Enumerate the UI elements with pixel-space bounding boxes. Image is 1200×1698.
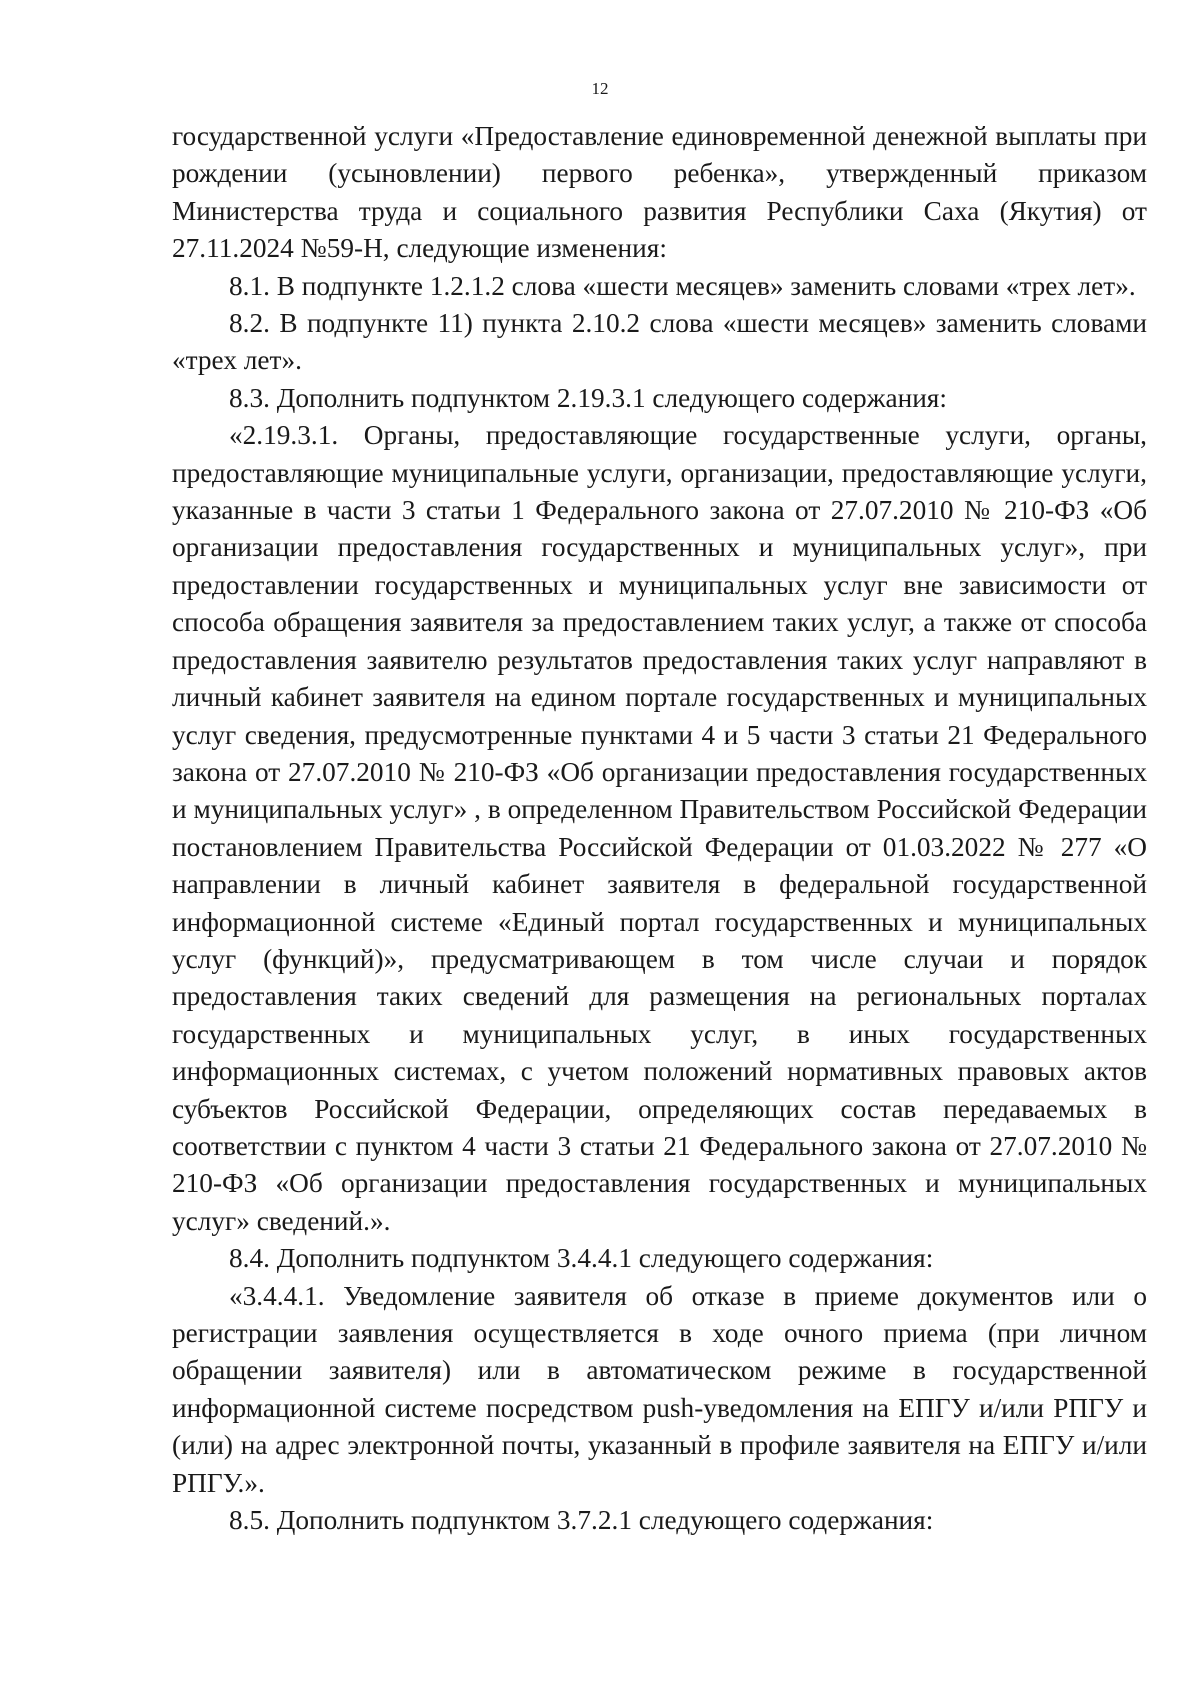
paragraph-8-1: 8.1. В подпункте 1.2.1.2 слова «шести месяцев» заменить словами «трех лет». (229, 270, 1136, 301)
paragraph-continuation: государственной услуги «Предоставление единовременной денежной выплаты при рождении (усыновлении) первого ребенка», утвержденный приказом Министерства труда и социального развития Республики Саха (Якутия) от 27.11.2024 №59-Н, следующие изменения: (172, 121, 1147, 264)
paragraph-2-19-3-1: «2.19.3.1. Органы, предоставляющие государственные услуги, органы, предоставляющие муниципальные услуги, организации, предоставляющие услуги, указанные в части 3 статьи 1 Федерального закона от 27.07.2010 № 210-ФЗ «Об организации предоставления государственных и муниципальных услуг», при предоставлении государственных и муниципальных услуг вне зависимости от способа обращения заявителя за предоставлением таких услуг, а также от способа предоставления заявителю результатов предоставления таких услуг направляют в личный кабинет заявителя на едином портале государственных и муниципальных услуг сведения, предусмотренные пунктами 4 и 5 части 3 статьи 21 Федерального закона от 27.07.2010 № 210-ФЗ «Об организации предоставления государственных и муниципальных услуг» , в определенном Правительством Российской Федерации постановлением Правительства Российской Федерации от 01.03.2022 № 277 «О направлении в личный кабинет заявителя в федеральной государственной информационной системе «Единый портал государственных и муниципальных услуг (функций)», предусматривающем в том числе случаи и порядок предоставления таких сведений для размещения на региональных порталах государственных и муниципальных услуг, в иных государственных информационных системах, с учетом положений нормативных правовых актов субъектов Российской Федерации, определяющих состав передаваемых в соответствии с пунктом 4 части 3 статьи 21 Федерального закона от 27.07.2010 № 210-ФЗ «Об организации предоставления государственных и муниципальных услуг» сведений.». (172, 420, 1147, 1236)
page-number: 12 (591, 79, 609, 98)
paragraph-8-5: 8.5. Дополнить подпунктом 3.7.2.1 следующего содержания: (229, 1505, 934, 1536)
paragraph-8-2: 8.2. В подпункте 11) пункта 2.10.2 слова «шести месяцев» заменить словами «трех лет». (172, 308, 1147, 376)
paragraph-8-3: 8.3. Дополнить подпунктом 2.19.3.1 следующего содержания: (229, 382, 947, 413)
document-body (172, 118, 1147, 1539)
paragraph-8-4: 8.4. Дополнить подпунктом 3.4.4.1 следующего содержания: (229, 1243, 934, 1274)
paragraph-3-4-4-1: «3.4.4.1. Уведомление заявителя об отказе в приеме документов или о регистрации заявления осуществляется в ходе очного приема (при личном обращении заявителя) или в автоматическом режиме в государственной информационной системе посредством push-уведомления на ЕПГУ и/или РПГУ и (или) на адрес электронной почты, указанный в профиле заявителя на ЕПГУ и/или РПГУ.». (172, 1280, 1147, 1498)
